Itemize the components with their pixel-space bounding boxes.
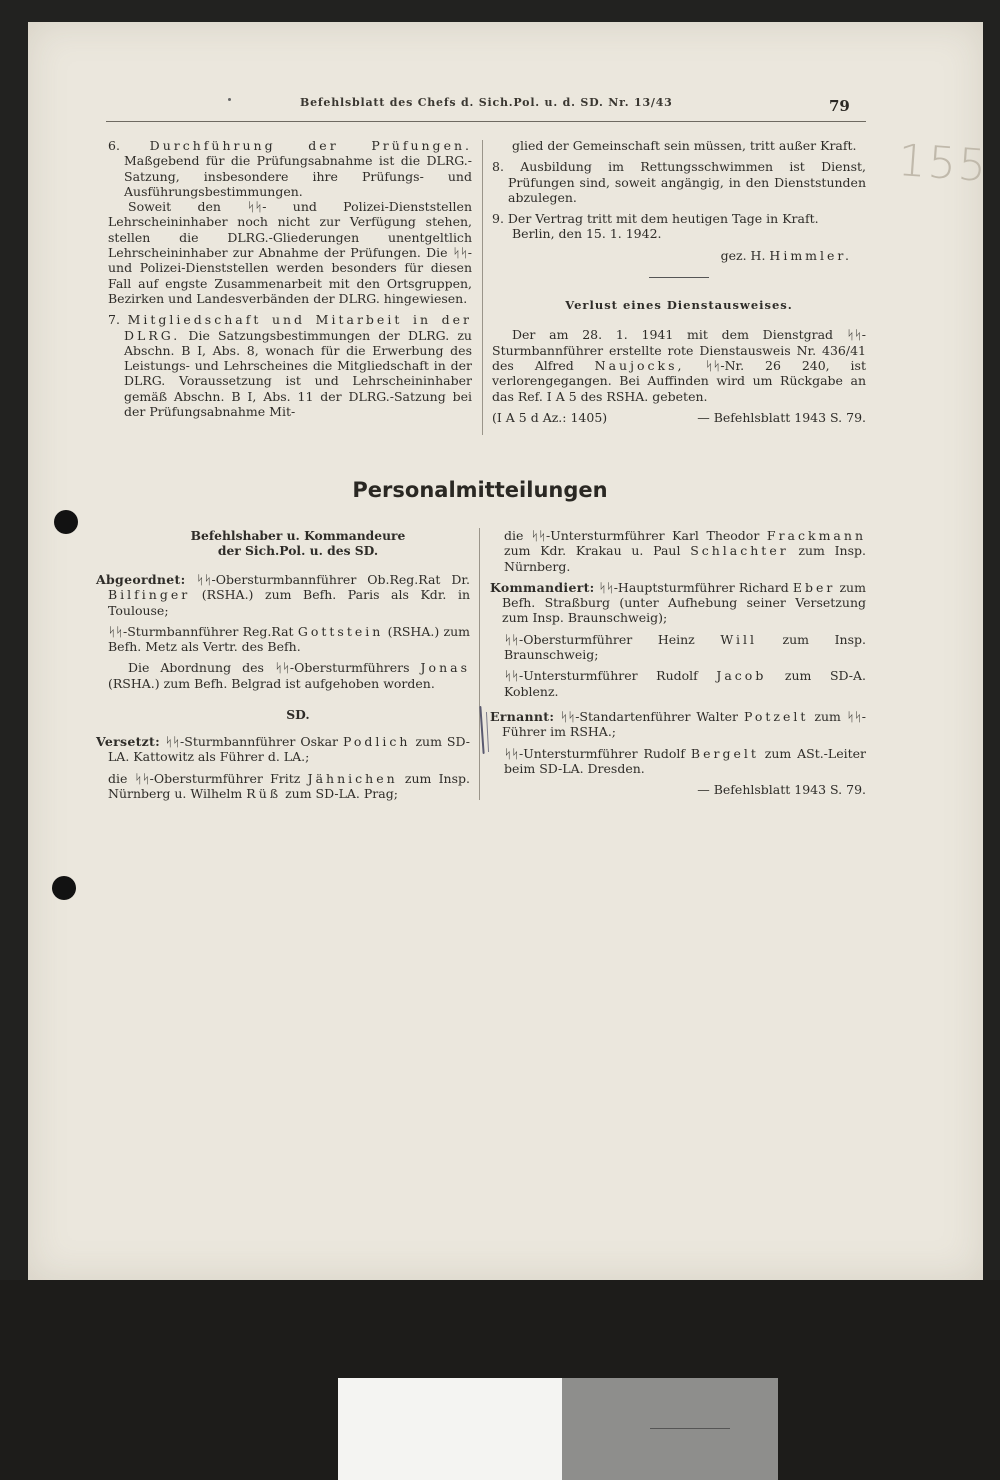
paragraph-7 (108, 312, 472, 419)
file-reference: (I A 5 d Az.: 1405) (492, 409, 608, 425)
column-right-top (492, 138, 866, 425)
loss-notice (492, 327, 866, 403)
column-separator-bottom (479, 528, 480, 800)
section-title: Personalmitteilungen (352, 478, 608, 502)
reference-line (492, 410, 866, 425)
place-date: Berlin, den 15. 1. 1942. (512, 226, 662, 242)
person-name: Eber (792, 579, 836, 595)
paragraph-8: 8. Ausbildung im Rettungsschwimmen ist Dienst, Prüfungen sind, soweit angängig, in den Dienststunden abzulegen. (492, 159, 866, 205)
column-separator-top (482, 140, 483, 435)
paragraph-6-cont: Soweit den ᛋᛋ- und Polizei-Dienststellen Lehrscheininhaber noch nicht zur Verfügung stehen, stellen die DLRG.-Gliederungen unentgeltlich Lehrscheininhaber zur Abnahme der Prüfungen. Die ᛋᛋ- und Polizei-Dienststellen werden besonders für diesen Fall auf engste Zusammenarbeit mit den Ortsgruppen, Bezirken und Landesverbänden der DLRG. hingewiesen. (108, 199, 472, 306)
person-name: Schlachter (690, 543, 789, 559)
person-name: Naujocks, (594, 357, 685, 373)
entry-text: ᛋᛋ-Obersturmführer Heinz (504, 631, 695, 647)
paragraph-6 (108, 138, 472, 199)
entry-text: ᛋᛋ-Obersturmbannführer Ob.Reg.Rat Dr. (196, 572, 470, 587)
source-reference: — Befehlsblatt 1943 S. 79. (697, 409, 866, 425)
paragraph-9: 9. Der Vertrag tritt mit dem heutigen Tage in Kraft. (492, 211, 819, 227)
entry-versetzt-3 (490, 528, 866, 574)
running-header: Befehlsblatt des Chefs d. Sich.Pol. u. d. SD. Nr. 13/43 (300, 96, 673, 109)
entry-text: zum SD-LA. Prag; (285, 785, 398, 801)
column-left-bottom (96, 528, 470, 801)
entry-kommandiert-2 (490, 632, 866, 663)
entry-abgeordnet-3 (96, 660, 470, 691)
paragraph-number: 6. (108, 138, 120, 153)
entry-text: ᛋᛋ-Standartenführer Walter (560, 708, 739, 724)
entry-kommandiert-3 (490, 668, 866, 699)
person-name: Rüß (246, 785, 282, 801)
entry-text: die ᛋᛋ-Obersturmführer Fritz (108, 770, 301, 786)
entry-label: Versetzt: (96, 734, 161, 750)
entry-text: zum Insp. Nürnberg u. Wilhelm (108, 770, 470, 801)
entry-text: die ᛋᛋ-Untersturmführer Karl Theodor (504, 528, 760, 543)
person-name: Frackmann (766, 528, 866, 543)
person-name: Jacob (716, 668, 767, 684)
entry-text: ᛋᛋ-Hauptsturmführer Richard (598, 579, 789, 595)
entry-ernannt-2 (490, 746, 866, 777)
column-right-bottom (490, 528, 866, 797)
subheading-line1: Befehlshaber u. Kommandeure (190, 528, 406, 543)
page-number: 79 (829, 97, 850, 115)
entry-text: zum Kdr. Krakau u. Paul (504, 543, 681, 559)
punch-hole-bottom (52, 876, 76, 900)
column-left-top (108, 138, 472, 419)
person-name: Jonas (420, 660, 470, 676)
entry-text: ᛋᛋ-Sturmbannführer Reg.Rat (108, 623, 294, 639)
calibration-card-gray (562, 1378, 778, 1480)
paragraph-title: Mitgliedschaft und Mitarbeit in der DLRG. (124, 312, 472, 343)
person-name: Bilfinger (108, 587, 191, 603)
entry-text: ᛋᛋ-Untersturmführer Rudolf (504, 745, 686, 761)
entry-text: Die Abordnung des ᛋᛋ-Obersturmführers (128, 660, 410, 676)
loss-text: Der am 28. 1. 1941 mit dem Dienstgrad ᛋᛋ-Sturmbannführer erstellte rote Dienstausweis Nr. 436/41 des Alfred (492, 327, 866, 373)
header-rule (106, 121, 866, 122)
punch-hole-top (54, 510, 78, 534)
person-name: Jähnichen (307, 770, 398, 786)
section-heading: Verlust eines Dienstausweises. (565, 298, 793, 313)
subheading-line2: der Sich.Pol. u. des SD. (217, 543, 379, 558)
signature-name: Himmler. (769, 247, 852, 263)
entry-ernannt-1 (490, 709, 866, 740)
entry-kommandiert-1 (490, 580, 866, 626)
paragraph-text: Maßgebend für die Prüfungsabnahme ist die DLRG.-Satzung, insbesondere ihre Prüfungs- und Ausführungsbestimmungen. (124, 153, 472, 199)
section-divider (649, 277, 709, 278)
person-name: Potzelt (743, 708, 809, 724)
entry-versetzt-1 (96, 734, 470, 765)
person-name: Podlich (342, 734, 411, 750)
paragraph-number: 7. (108, 312, 120, 328)
paragraph-title: Durchführung der Prüfungen. (149, 138, 472, 153)
signature (492, 248, 866, 263)
entry-text: zum ᛋᛋ-Führer im RSHA.; (502, 708, 867, 740)
calibration-card-line (650, 1428, 730, 1429)
entry-text: ᛋᛋ-Untersturmführer Rudolf (504, 668, 698, 684)
entry-versetzt-2 (96, 771, 470, 802)
subheading-sd: SD. (286, 707, 310, 723)
person-name: Gottstein (297, 623, 384, 639)
entry-text: zum Insp. Braunschweig; (504, 631, 866, 663)
signature-prefix: gez. H. (720, 247, 766, 263)
source-reference: — Befehlsblatt 1943 S. 79. (697, 782, 866, 798)
person-name: Will (720, 631, 757, 647)
entry-text: (RSHA.) zum Befh. Paris als Kdr. in Toulouse; (108, 587, 470, 618)
entry-text: zum Befh. Straßburg (unter Aufhebung seiner Versetzung zum Insp. Braunschweig); (502, 579, 866, 626)
paragraph-7-cont: glied der Gemeinschaft sein müssen, tritt außer Kraft. (512, 138, 857, 153)
entry-text: zum SD-LA. Kattowitz als Führer d. LA.; (108, 734, 470, 765)
entry-text: ᛋᛋ-Sturmbannführer Oskar (165, 734, 338, 750)
entry-text: zum ASt.-Leiter beim SD-LA. Dresden. (504, 745, 867, 776)
ink-speck (228, 98, 231, 101)
person-name: Bergelt (690, 745, 759, 761)
entry-label: Abgeordnet: (96, 572, 186, 587)
handwritten-folio-note: 155 (896, 134, 990, 193)
entry-text: zum Insp. Nürnberg. (504, 543, 866, 574)
entry-text: (RSHA.) zum Befh. Metz als Vertr. des Befh. (108, 623, 470, 655)
calibration-card-white (338, 1378, 562, 1480)
paragraph-text: Die Satzungsbestimmungen der DLRG. zu Abschn. B I, Abs. 8, wonach für die Erwerbung des Leistungs- und Lehrscheines die Mitgliedschaft in der DLRG. Voraussetzung ist und Lehrscheininhaber gemäß Abschn. B I, Abs. 11 der DLRG.-Satzung bei der Prüfungsabnahme Mit- (124, 327, 472, 420)
entry-text: (RSHA.) zum Befh. Belgrad ist aufgehoben worden. (108, 675, 435, 691)
entry-abgeordnet-1 (96, 572, 470, 618)
entry-abgeordnet-2 (96, 624, 470, 655)
loss-text: ᛋᛋ-Nr. 26 240, ist verlorengegangen. Bei Auffinden wird um Rückgabe an das Ref. I A 5 des RSHA. gebeten. (492, 357, 866, 404)
entry-label: Ernannt: (490, 708, 555, 724)
entry-label: Kommandiert: (490, 579, 595, 595)
entry-text: zum SD-A. Koblenz. (504, 668, 866, 699)
